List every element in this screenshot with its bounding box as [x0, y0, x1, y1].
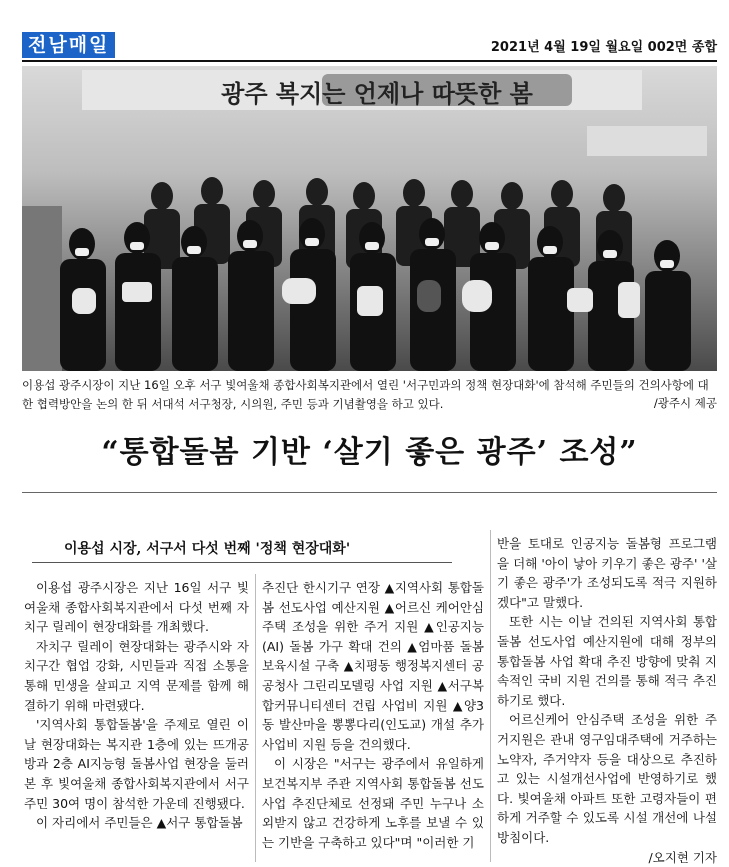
- paragraph: 이 시장은 "서구는 광주에서 유일하게 보건복지부 주관 지역사회 통합돌봄 선도사업 추진단체로 선정돼 주민 누구나 소외받지 않고 건강하게 노후를 보낼 수 있는 기반을 구축하고 있다"며 "이러한 기: [262, 754, 484, 852]
- photo-caption: 이용섭 광주시장이 지난 16일 오후 서구 빛여울채 종합사회복지관에서 열린 '서구민과의 정책 현장대화'에 참석해 주민들의 건의사항에 대한 협력방안을 논의 한 뒤 서대석 서구청장, 시의원, 주민 등과 기념촬영을 하고 있다.: [22, 376, 717, 414]
- paragraph: 이용섭 광주시장은 지난 16일 서구 빛여울채 종합사회복지관에서 다섯 번째 자치구 릴레이 현장대화를 개최했다.: [24, 578, 249, 637]
- article-headline: “통합돌봄 기반 ‘살기 좋은 광주’ 조성”: [22, 427, 717, 471]
- paragraph: 자치구 릴레이 현장대화는 광주시와 자치구간 협업 강화, 시민들과 직접 소통을 통해 민생을 살피고 지역 문제를 함께 해결하기 위해 마련됐다.: [24, 637, 249, 715]
- headline-rule: [22, 492, 717, 493]
- paragraph: 이 자리에서 주민들은 ▲서구 통합돌봄: [24, 813, 249, 833]
- header-rule: [22, 60, 717, 62]
- subhead-rule: [32, 562, 452, 563]
- paragraph: 추진단 한시기구 연장 ▲지역사회 통합돌봄 선도사업 예산지원 ▲어르신 케어안심주택 조성을 위한 주거 지원 ▲인공지능(AI) 돌봄 가구 확대 건의 ▲엄마품 돌봄 보육시설 구축 ▲치평동 행정복지센터 공공청사 그린리모델링 사업 지원 ▲서구복합커뮤니티센터 건립 사업비 지원 ▲양3동 발산마을 뽕뽕다리(인도교) 개설 추가사업비 지원 등을 건의했다.: [262, 578, 484, 754]
- article-column-2: [262, 578, 484, 852]
- paragraph: 또한 시는 이날 건의된 지역사회 통합돌봄 선도사업 예산지원에 대해 정부의 통합돌봄 사업 확대 추진 방향에 맞춰 지속적인 국비 지원 건의를 통해 적극 추진하기로 했다.: [497, 612, 717, 710]
- page-header: [22, 32, 717, 60]
- column-divider: [255, 574, 256, 862]
- reporter-byline: /오지현 기자: [497, 848, 717, 867]
- dateline: 2021년 4월 19일 월요일 002면 종합: [491, 36, 717, 55]
- article-subhead: 이용섭 시장, 서구서 다섯 번째 '정책 현장대화': [64, 538, 350, 558]
- photo-credit: /광주시 제공: [654, 395, 717, 411]
- article-column-1: [24, 578, 249, 833]
- news-photo: [22, 66, 717, 371]
- photo-banner-text: 광주 복지는 언제나 따뜻한 봄: [142, 74, 612, 109]
- group-photo-illustration: [22, 66, 717, 371]
- paragraph: 어르신케어 안심주택 조성을 위한 주거지원은 관내 영구임대주택에 거주하는 노약자, 주거약자 등을 대상으로 추진하고 있는 시설개선사업에 반영하기로 했다. 빛여울채 아파트 또한 고령자들이 편하게 거주할 수 있도록 시설 개선에 나설 방침이다.: [497, 710, 717, 847]
- newspaper-logo: 전남매일: [22, 32, 115, 58]
- article-column-3: [497, 534, 717, 867]
- paragraph: '지역사회 통합돌봄'을 주제로 열린 이날 현장대화는 복지관 1층에 있는 뜨개공방과 2층 AI지능형 돌봄사업 현장을 둘러본 후 빛여울채 종합사회복지관에서 서구 주민 30여 명이 참석한 가운데 진행됐다.: [24, 715, 249, 813]
- paragraph: 반을 토대로 인공지능 돌봄형 프로그램을 더해 '아이 낳아 키우기 좋은 광주' '살기 좋은 광주'가 조성되도록 적극 지원하겠다"고 말했다.: [497, 534, 717, 612]
- column-divider: [490, 530, 491, 862]
- newspaper-page: [22, 32, 717, 832]
